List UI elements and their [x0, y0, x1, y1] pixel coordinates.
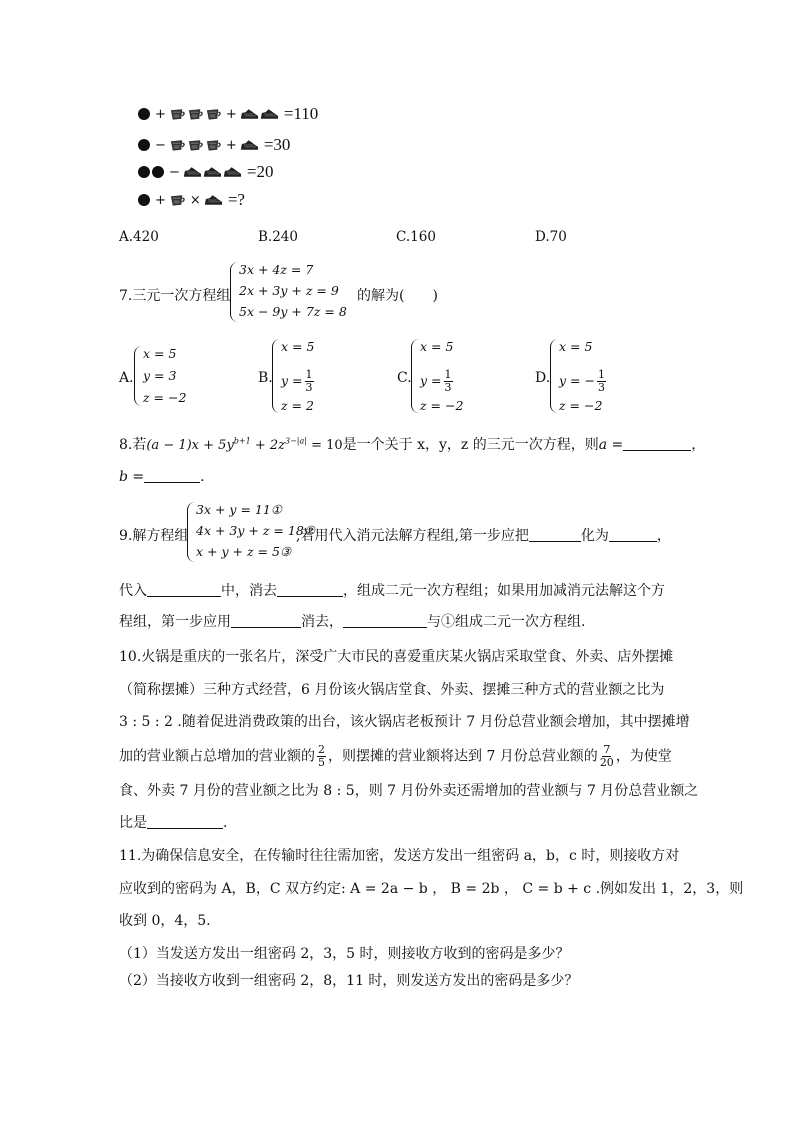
q8-line-2	[119, 468, 205, 485]
ball-icon	[152, 166, 164, 178]
q6-option-d: D.70	[535, 229, 567, 245]
shoe-icon	[240, 108, 259, 120]
option-text: y =	[281, 373, 303, 388]
q9-eq-2: 4x + 3y + z = 18②	[196, 523, 315, 538]
minus-sign: −	[169, 164, 180, 180]
blank[interactable]	[609, 527, 657, 542]
q10-line-2: （简称摆摊）三种方式经营，6 月份该火锅店堂食、外卖、摆摊三种方式的营业额之比为	[119, 682, 665, 698]
option-line: x = 5	[143, 346, 177, 361]
ball-icon	[138, 166, 150, 178]
q9-text: ，	[656, 528, 671, 544]
fraction	[305, 369, 314, 394]
q9-text: 中，消去	[221, 583, 277, 599]
blank[interactable]	[231, 613, 301, 628]
q8-text: ，	[691, 437, 706, 453]
cup-icon	[205, 138, 222, 152]
q7-option-c-label: C.	[397, 370, 412, 386]
q7-eq-1: 3x + 4z = 7	[239, 262, 314, 277]
q8-sup: 3−|a|	[285, 436, 307, 446]
minus-sign: −	[155, 137, 166, 153]
option-text: y =	[420, 373, 442, 388]
option-line	[420, 369, 455, 394]
brace	[134, 346, 142, 406]
plus-sign: +	[155, 192, 166, 208]
shoe-icon	[223, 166, 242, 178]
option-line: y = 3	[143, 368, 177, 383]
option-line	[281, 369, 316, 394]
q8-text: 8.若	[119, 437, 147, 453]
puzzle-result: =30	[263, 135, 291, 154]
q9-text: 代入	[119, 583, 147, 599]
q6-option-c: C.160	[396, 229, 436, 245]
frac-den: 3	[444, 381, 452, 394]
q10-line-6	[119, 812, 227, 832]
ball-icon	[138, 108, 150, 120]
shoe-icon	[203, 166, 222, 178]
option-line: x = 5	[559, 339, 593, 354]
puzzle-result: =110	[283, 104, 319, 123]
q6-option-a: A.420	[119, 229, 159, 245]
q7-eq-2: 2x + 3y + z = 9	[239, 283, 339, 298]
q10-text: ，则摆摊的营业额将达到 7 月份总营业额的	[328, 748, 598, 765]
puzzle-row-3	[138, 161, 274, 183]
brace	[187, 502, 195, 562]
q8-expr: (a − 1)x + 5y	[146, 438, 234, 453]
q7-prefix: 7.三元一次方程组	[119, 288, 231, 304]
frac-num: 2	[318, 743, 325, 756]
cup-icon	[169, 138, 186, 152]
option-line	[559, 369, 608, 394]
blank[interactable]	[623, 436, 691, 451]
option-line: z = −2	[420, 398, 464, 413]
q9-line-1	[296, 525, 671, 545]
puzzle-row-4	[138, 189, 245, 211]
q7-option-d-label: D.	[535, 370, 551, 386]
q9-text: 与①组成二元一次方程组.	[427, 614, 586, 630]
q8-expr: = 10	[306, 438, 343, 453]
q8-line-1	[119, 434, 705, 454]
frac-den: 3	[597, 381, 605, 394]
q9-text: ，组成二元一次方程组；如果用加减消元法解这个方	[343, 583, 665, 599]
option-line: z = −2	[143, 390, 187, 405]
q9-eq-1: 3x + y = 11①	[196, 502, 283, 517]
q9-prefix: 9.解方程组	[119, 528, 189, 544]
brace	[230, 262, 238, 322]
q9-text: 消去，	[301, 614, 343, 630]
shoe-icon	[183, 166, 202, 178]
option-line: z = −2	[559, 398, 603, 413]
shoe-icon	[240, 139, 259, 151]
q8-text: .	[200, 469, 205, 485]
puzzle-row-2	[138, 134, 290, 156]
q9-text: 程组，第一步应用	[119, 614, 231, 630]
cup-icon	[187, 107, 204, 121]
q11-line-2: 应收到的密码为 A，B，C 双方约定: A = 2a − b ， B = 2b ， C = b + c .例如发出 1，2，3，则	[119, 881, 744, 897]
q6-option-b: B.240	[258, 229, 298, 245]
fraction	[317, 744, 326, 769]
plus-sign: +	[155, 106, 166, 122]
cup-icon	[169, 107, 186, 121]
q9-line-2	[119, 580, 665, 600]
frac-den: 5	[318, 756, 325, 769]
blank[interactable]	[343, 613, 427, 628]
option-line: z = 2	[281, 398, 314, 413]
q10-line-1: 10.火锅是重庆的一张名片，深受广大市民的喜爱重庆某火锅店采取堂食、外卖、店外摆摊	[119, 649, 674, 665]
fraction	[444, 369, 453, 394]
cup-icon	[205, 107, 222, 121]
frac-num: 1	[305, 368, 313, 381]
q9-eq-3: x + y + z = 5③	[196, 544, 292, 559]
q8-expr: + 2z	[250, 438, 285, 453]
q9-text: 化为	[580, 528, 609, 544]
frac-num: 7	[603, 743, 611, 756]
q10-text: ，为使堂	[615, 748, 672, 765]
frac-den: 20	[599, 756, 614, 769]
q11-part-1: （1）当发送方发出一组密码 2，3，5 时，则接收方收到的密码是多少？	[119, 946, 570, 962]
q7-eq-3: 5x − 9y + 7z = 8	[239, 304, 347, 319]
cup-icon	[187, 138, 204, 152]
blank[interactable]	[529, 527, 581, 542]
option-text: y = −	[559, 373, 595, 388]
q8-var: b =	[119, 469, 145, 485]
plus-sign: +	[225, 137, 237, 153]
q11-part-2: （2）当接收方收到一组密码 2，8，11 时，则发送方发出的密码是多少？	[119, 973, 579, 989]
q10-line-5: 食、外卖 7 月份的营业额之比为 8 : 5，则 7 月份外卖还需增加的营业额与 7 月份总营业额之	[119, 783, 699, 799]
q10-line-4	[119, 744, 672, 769]
brace	[272, 339, 280, 413]
shoe-icon	[260, 108, 279, 120]
frac-den: 3	[305, 381, 313, 394]
q10-text: 加的营业额占总增加的营业额的	[119, 748, 315, 765]
q10-text: .	[223, 815, 228, 831]
q10-text: 比是	[119, 815, 147, 831]
q11-line-1: 11.为确保信息安全，在传输时往往需加密，发送方发出一组密码 a，b，c 时，则接收方对	[119, 848, 680, 864]
q8-sup: b+1	[233, 436, 251, 446]
brace	[550, 339, 558, 413]
brace	[411, 339, 419, 413]
ball-icon	[138, 139, 150, 151]
q10-line-3: 3 : 5 : 2 .随着促进消费政策的出台，该火锅店老板预计 7 月份总营业额会增加，其中摆摊增	[119, 714, 690, 730]
plus-sign: +	[225, 106, 237, 122]
q8-var: a =	[598, 437, 624, 453]
blank[interactable]	[277, 582, 343, 597]
times-sign: ×	[189, 192, 201, 208]
cup-icon	[169, 193, 186, 207]
blank[interactable]	[147, 582, 221, 597]
shoe-icon	[204, 194, 223, 206]
puzzle-result: =20	[246, 162, 274, 181]
puzzle-row-1	[138, 103, 318, 125]
ball-icon	[138, 194, 150, 206]
q7-suffix: 的解为( )	[357, 288, 438, 304]
option-line: x = 5	[281, 339, 315, 354]
q11-line-3: 收到 0，4，5.	[119, 913, 211, 929]
frac-num: 1	[597, 368, 605, 381]
q8-text: 是一个关于 x，y，z 的三元一次方程，则	[342, 437, 599, 453]
fraction	[597, 369, 606, 394]
frac-num: 1	[444, 368, 452, 381]
blank[interactable]	[147, 814, 223, 829]
option-line: x = 5	[420, 339, 454, 354]
q7-option-b-label: B.	[258, 370, 273, 386]
fraction	[600, 744, 614, 769]
blank[interactable]	[144, 468, 200, 483]
puzzle-result: =?	[227, 190, 245, 209]
q7-option-a-label: A.	[119, 370, 134, 386]
q9-line-3	[119, 611, 585, 631]
q9-text: ,若用代入消元法解方程组,第一步应把	[296, 528, 529, 544]
